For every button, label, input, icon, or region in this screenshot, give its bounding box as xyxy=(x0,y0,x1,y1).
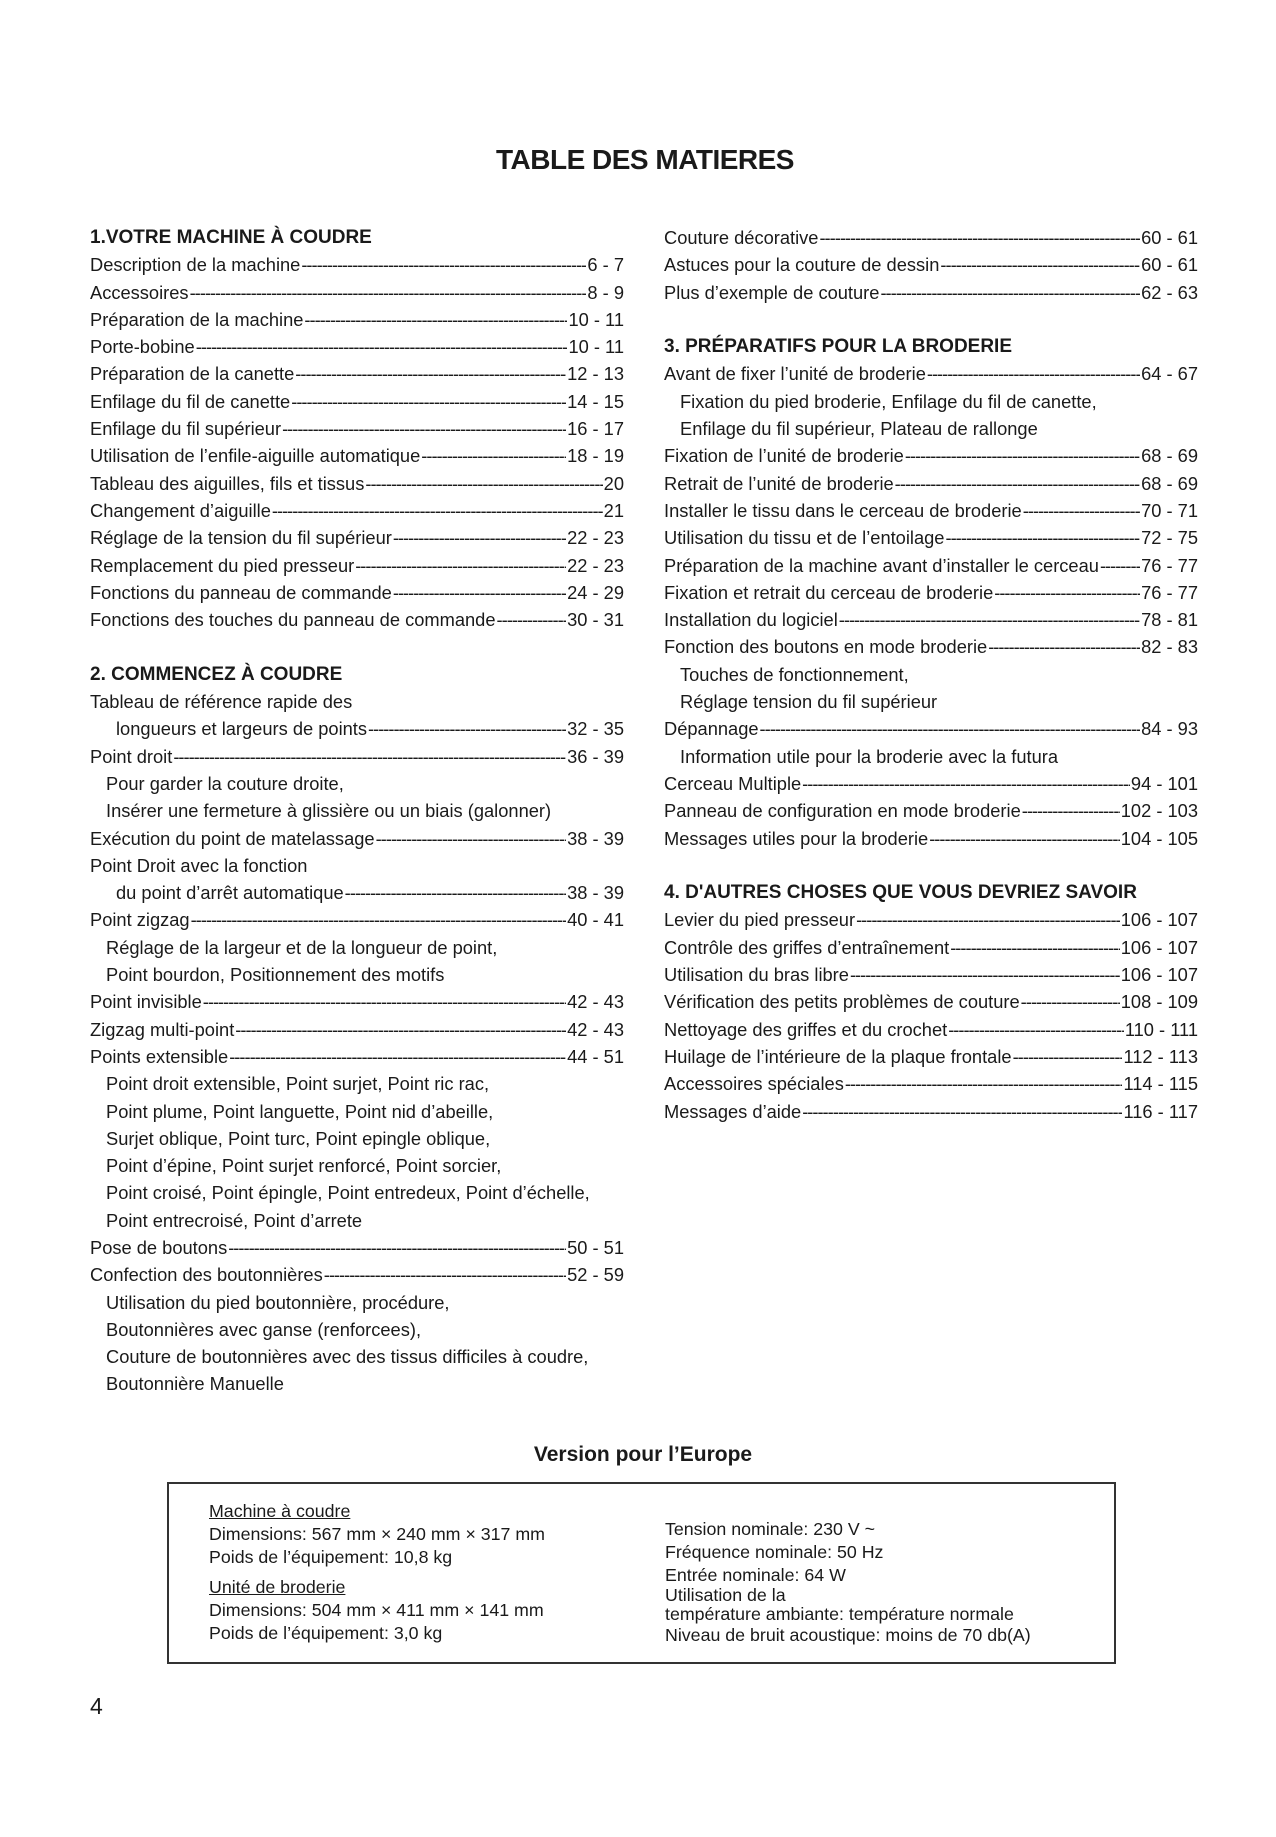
toc-entry-pages: 82 - 83 xyxy=(1141,636,1198,658)
dot-leader xyxy=(950,934,1120,961)
toc-entry xyxy=(90,1098,624,1125)
toc-entry-pages: 84 - 93 xyxy=(1141,718,1198,740)
toc-entry xyxy=(90,934,624,961)
toc-entry xyxy=(90,279,624,306)
toc-entry-label: Exécution du point de matelassage xyxy=(90,827,375,849)
toc-entry-pages: 72 - 75 xyxy=(1141,527,1198,549)
toc-entry-pages: 14 - 15 xyxy=(567,390,624,412)
toc-entry xyxy=(664,442,1198,469)
dot-leader xyxy=(365,470,602,497)
toc-entry xyxy=(664,470,1198,497)
toc-entry-pages: 6 - 7 xyxy=(587,254,624,276)
toc-entry xyxy=(90,906,624,933)
toc-entry-label: Cerceau Multiple xyxy=(664,772,802,794)
unit-heading: Unité de broderie xyxy=(209,1577,346,1598)
toc-entry xyxy=(664,988,1198,1015)
toc-entry xyxy=(664,1098,1198,1125)
dot-leader xyxy=(905,442,1140,469)
dot-leader xyxy=(368,715,566,742)
toc-entry-label: Changement d’aiguille xyxy=(90,499,271,521)
unit-dimensions: Dimensions: 504 mm × 411 mm × 141 mm xyxy=(209,1600,544,1621)
toc-entry-label: Réglage de la largeur et de la longueur de point, xyxy=(106,936,498,958)
toc-entry-label: Dépannage xyxy=(664,718,759,740)
toc-entry xyxy=(90,1043,624,1070)
toc-entry-label: Préparation de la machine avant d’installer le cerceau xyxy=(664,554,1099,576)
toc-entry-label: Astuces pour la couture de dessin xyxy=(664,254,940,276)
spec-right-column xyxy=(665,1518,1031,1647)
toc-entry-pages: 102 - 103 xyxy=(1120,800,1198,822)
toc-entry-label: Nettoyage des griffes et du crochet xyxy=(664,1018,948,1040)
toc-entry-label: Enfilage du fil supérieur, Plateau de rallonge xyxy=(680,418,1038,440)
toc-entry-pages: 94 - 101 xyxy=(1130,772,1198,794)
machine-weight: Poids de l’équipement: 10,8 kg xyxy=(209,1546,453,1567)
dot-leader xyxy=(895,470,1140,497)
spec-left-column xyxy=(209,1500,545,1645)
dot-leader xyxy=(355,552,566,579)
version-title: Version pour l’Europe xyxy=(533,1443,753,1466)
page-title: TABLE DES MATIERES xyxy=(496,144,794,175)
dot-leader xyxy=(819,224,1140,251)
section-heading-3: 3. PRÉPARATIFS POUR LA BRODERIE xyxy=(664,336,1013,358)
toc-entry xyxy=(90,770,624,797)
toc-entry-label: Fixation du pied broderie, Enfilage du fil de canette, xyxy=(680,390,1097,412)
toc-entry xyxy=(664,715,1198,742)
toc-entry-label: Fixation de l’unité de broderie xyxy=(664,445,904,467)
dot-leader xyxy=(191,906,566,933)
section-2-rows xyxy=(90,688,624,1398)
toc-entry xyxy=(90,442,624,469)
toc-right-column xyxy=(664,224,1198,1125)
toc-entry-label: Accessoires xyxy=(90,281,189,303)
toc-entry xyxy=(90,1261,624,1288)
dot-leader xyxy=(173,743,566,770)
toc-entry xyxy=(90,251,624,278)
toc-entry-pages: 44 - 51 xyxy=(567,1045,624,1067)
toc-entry-label: Tableau des aiguilles, fils et tissus xyxy=(90,472,365,494)
toc-entry-pages: 22 - 23 xyxy=(567,527,624,549)
toc-entry-label: longueurs et largeurs de points xyxy=(116,718,368,740)
dot-leader xyxy=(228,1234,566,1261)
toc-entry-label: Plus d’exemple de couture xyxy=(664,281,880,303)
dot-leader xyxy=(948,1016,1124,1043)
unit-weight: Poids de l’équipement: 3,0 kg xyxy=(209,1622,443,1643)
toc-entry-label: Point Droit avec la fonction xyxy=(90,854,308,876)
toc-entry-pages: 106 - 107 xyxy=(1120,936,1198,958)
toc-entry-label: Utilisation de l’enfile-aiguille automatique xyxy=(90,445,421,467)
toc-entry xyxy=(664,1043,1198,1070)
toc-entry-pages: 38 - 39 xyxy=(567,827,624,849)
toc-entry xyxy=(664,633,1198,660)
dot-leader xyxy=(945,524,1140,551)
toc-entry xyxy=(664,360,1198,387)
toc-entry-pages: 78 - 81 xyxy=(1141,609,1198,631)
toc-entry-label: Installation du logiciel xyxy=(664,609,838,631)
toc-entry-pages: 76 - 77 xyxy=(1141,581,1198,603)
toc-entry-label: Boutonnière Manuelle xyxy=(106,1373,284,1395)
toc-entry-label: Utilisation du bras libre xyxy=(664,964,849,986)
toc-entry xyxy=(90,1234,624,1261)
dot-leader xyxy=(196,333,568,360)
toc-entry-pages: 38 - 39 xyxy=(567,882,624,904)
dot-leader xyxy=(856,906,1120,933)
toc-entry xyxy=(90,715,624,742)
toc-entry xyxy=(90,552,624,579)
toc-entry-label: Préparation de la canette xyxy=(90,363,295,385)
specifications-box xyxy=(167,1482,1116,1664)
toc-entry-pages: 24 - 29 xyxy=(567,581,624,603)
toc-entry xyxy=(664,524,1198,551)
toc-entry xyxy=(664,906,1198,933)
toc-entry-label: Touches de fonctionnement, xyxy=(680,663,909,685)
toc-entry-pages: 21 xyxy=(603,499,624,521)
toc-entry-label: Fonctions des touches du panneau de commande xyxy=(90,609,496,631)
dot-leader xyxy=(376,825,567,852)
toc-entry-pages: 8 - 9 xyxy=(587,281,624,303)
toc-entry-pages: 116 - 117 xyxy=(1123,1100,1198,1122)
toc-entry xyxy=(664,797,1198,824)
dot-leader xyxy=(988,633,1140,660)
toc-entry-label: Préparation de la machine xyxy=(90,308,304,330)
voltage: Tension nominale: 230 V ~ xyxy=(665,1519,876,1539)
toc-entry-pages: 36 - 39 xyxy=(567,745,624,767)
toc-entry-label: Levier du pied presseur xyxy=(664,909,856,931)
toc-entry xyxy=(90,1207,624,1234)
dot-leader xyxy=(291,388,566,415)
dot-leader xyxy=(929,825,1120,852)
toc-entry-label: Zigzag multi-point xyxy=(90,1018,235,1040)
toc-entry xyxy=(90,852,624,879)
toc-entry xyxy=(664,770,1198,797)
toc-entry-pages: 64 - 67 xyxy=(1141,363,1198,385)
toc-entry xyxy=(90,497,624,524)
dot-leader xyxy=(421,442,566,469)
toc-entry-label: Installer le tissu dans le cerceau de broderie xyxy=(664,499,1022,521)
toc-entry-label: Point droit xyxy=(90,745,173,767)
toc-entry xyxy=(90,1343,624,1370)
toc-entry xyxy=(90,1125,624,1152)
toc-entry-pages: 112 - 113 xyxy=(1123,1045,1198,1067)
page-number: 4 xyxy=(90,1693,103,1719)
machine-dimensions: Dimensions: 567 mm × 240 mm × 317 mm xyxy=(209,1523,545,1544)
input-power: Entrée nominale: 64 W xyxy=(665,1564,846,1585)
toc-entry xyxy=(90,797,624,824)
toc-entry xyxy=(90,1016,624,1043)
toc-entry-label: Fonctions du panneau de commande xyxy=(90,581,392,603)
toc-entry xyxy=(90,825,624,852)
toc-entry-pages: 10 - 11 xyxy=(568,336,624,358)
section-3-rows xyxy=(664,360,1198,851)
dot-leader xyxy=(802,770,1130,797)
toc-entry-label: Surjet oblique, Point turc, Point epingle oblique, xyxy=(106,1127,491,1149)
toc-entry-label: Insérer une fermeture à glissière ou un biais (galonner) xyxy=(106,800,552,822)
toc-entry-label: Point invisible xyxy=(90,991,202,1013)
dot-leader xyxy=(272,497,603,524)
toc-entry xyxy=(90,1179,624,1206)
frequency: Fréquence nominale: 50 Hz xyxy=(665,1541,884,1562)
toc-entry-pages: 10 - 11 xyxy=(568,308,624,330)
toc-entry-pages: 50 - 51 xyxy=(567,1236,624,1258)
toc-entry-label: Porte-bobine xyxy=(90,336,195,358)
toc-entry-label: Point croisé, Point épingle, Point entredeux, Point d’échelle, xyxy=(106,1182,590,1204)
toc-entry-pages: 104 - 105 xyxy=(1120,827,1198,849)
toc-entry-pages: 110 - 111 xyxy=(1124,1018,1198,1040)
toc-entry-pages: 106 - 107 xyxy=(1120,964,1198,986)
toc-entry-label: Point bourdon, Positionnement des motifs xyxy=(106,964,445,986)
dot-leader xyxy=(927,360,1140,387)
toc-entry-label: Fonction des boutons en mode broderie xyxy=(664,636,988,658)
toc-entry xyxy=(90,606,624,633)
toc-entry-pages: 114 - 115 xyxy=(1123,1073,1198,1095)
toc-entry xyxy=(664,934,1198,961)
toc-entry-label: Enfilage du fil supérieur xyxy=(90,418,282,440)
toc-entry xyxy=(90,470,624,497)
toc-entry xyxy=(90,360,624,387)
toc-entry-pages: 68 - 69 xyxy=(1141,472,1198,494)
toc-entry-label: Information utile pour la broderie avec la futura xyxy=(680,745,1059,767)
toc-entry xyxy=(664,661,1198,688)
toc-entry-label: Point d’épine, Point surjet renforcé, Point sorcier, xyxy=(106,1155,502,1177)
toc-entry-label: Points extensible xyxy=(90,1045,229,1067)
toc-entry-label: Panneau de configuration en mode broderie xyxy=(664,800,1021,822)
toc-entry xyxy=(664,606,1198,633)
dot-leader xyxy=(497,606,567,633)
toc-entry-pages: 40 - 41 xyxy=(567,909,624,931)
toc-entry-label: Fixation et retrait du cerceau de broderie xyxy=(664,581,994,603)
toc-entry-label: Réglage de la tension du fil supérieur xyxy=(90,527,392,549)
dot-leader xyxy=(1100,552,1140,579)
toc-entry xyxy=(664,961,1198,988)
toc-entry-label: Remplacement du pied presseur xyxy=(90,554,355,576)
toc-entry-label: Point droit extensible, Point surjet, Point ric rac, xyxy=(106,1073,490,1095)
temperature-line-2: température ambiante: température normale xyxy=(665,1604,1014,1625)
toc-entry-label: Messages utiles pour la broderie xyxy=(664,827,929,849)
toc-entry-pages: 20 xyxy=(603,472,624,494)
dot-leader xyxy=(994,579,1140,606)
dot-leader xyxy=(845,1070,1123,1097)
toc-entry-label: Point zigzag xyxy=(90,909,190,931)
toc-entry-pages: 22 - 23 xyxy=(567,554,624,576)
toc-entry-label: Avant de fixer l’unité de broderie xyxy=(664,363,926,385)
dot-leader xyxy=(304,306,567,333)
toc-entry-label: Retrait de l’unité de broderie xyxy=(664,472,894,494)
toc-entry-label: Pour garder la couture droite, xyxy=(106,772,344,794)
toc-entry-label: Accessoires spéciales xyxy=(664,1073,844,1095)
toc-entry-label: Confection des boutonnières xyxy=(90,1264,323,1286)
toc-entry-label: Réglage tension du fil supérieur xyxy=(680,691,938,713)
dot-leader xyxy=(880,279,1140,306)
toc-entry-label: Utilisation du tissu et de l’entoilage xyxy=(664,527,945,549)
toc-entry-pages: 68 - 69 xyxy=(1141,445,1198,467)
toc-entry xyxy=(664,1016,1198,1043)
dot-leader xyxy=(229,1043,566,1070)
section-heading-2: 2. COMMENCEZ À COUDRE xyxy=(90,663,343,685)
dot-leader xyxy=(1013,1043,1123,1070)
toc-entry xyxy=(664,552,1198,579)
toc-entry-label: Pose de boutons xyxy=(90,1236,228,1258)
toc-entry xyxy=(90,579,624,606)
toc-entry xyxy=(664,251,1198,278)
toc-entry xyxy=(90,333,624,360)
dot-leader xyxy=(203,988,566,1015)
dot-leader xyxy=(850,961,1120,988)
toc-entry-label: Contrôle des griffes d’entraînement xyxy=(664,936,950,958)
toc-entry xyxy=(90,1370,624,1397)
temperature-line-1: Utilisation de la xyxy=(665,1585,786,1606)
noise-level: Niveau de bruit acoustique: moins de 70 db(A) xyxy=(665,1625,1031,1646)
dot-leader xyxy=(301,251,586,278)
toc-entry-pages: 30 - 31 xyxy=(567,609,624,631)
section-heading-1: 1.VOTRE MACHINE À COUDRE xyxy=(90,227,372,248)
toc-left-column xyxy=(90,224,624,1398)
toc-entry xyxy=(90,743,624,770)
toc-entry xyxy=(90,306,624,333)
toc-entry-label: Point plume, Point languette, Point nid d’abeille, xyxy=(106,1100,494,1122)
toc-entry xyxy=(90,1316,624,1343)
toc-entry-pages: 12 - 13 xyxy=(567,363,624,385)
toc-entry xyxy=(90,961,624,988)
dot-leader xyxy=(1021,988,1120,1015)
toc-entry xyxy=(90,524,624,551)
toc-entry xyxy=(90,388,624,415)
toc-entry-label: du point d’arrêt automatique xyxy=(116,882,344,904)
dot-leader xyxy=(1022,797,1120,824)
toc-entry-pages: 42 - 43 xyxy=(567,991,624,1013)
toc-entry-label: Description de la machine xyxy=(90,254,301,276)
section-4-rows xyxy=(664,906,1198,1124)
toc-entry xyxy=(90,1152,624,1179)
dot-leader xyxy=(1023,497,1140,524)
toc-entry-label: Huilage de l’intérieure de la plaque frontale xyxy=(664,1045,1012,1067)
dot-leader xyxy=(760,715,1141,742)
toc-entry-pages: 62 - 63 xyxy=(1141,281,1198,303)
toc-entry-pages: 70 - 71 xyxy=(1141,499,1198,521)
toc-entry-label: Couture décorative xyxy=(664,227,819,248)
toc-entry-pages: 32 - 35 xyxy=(567,718,624,740)
section-1-rows xyxy=(90,251,624,633)
toc-entry xyxy=(90,415,624,442)
toc-entry-label: Enfilage du fil de canette xyxy=(90,390,291,412)
toc-entry-pages: 60 - 61 xyxy=(1141,254,1198,276)
toc-entry-label: Messages d’aide xyxy=(664,1100,802,1122)
dot-leader xyxy=(324,1261,566,1288)
toc-entry xyxy=(90,988,624,1015)
dot-leader xyxy=(802,1098,1122,1125)
toc-entry-label: Vérification des petits problèmes de couture xyxy=(664,991,1020,1013)
dot-leader xyxy=(190,279,587,306)
toc-entry xyxy=(664,415,1198,442)
dot-leader xyxy=(839,606,1140,633)
toc-entry-pages: 108 - 109 xyxy=(1120,991,1198,1013)
section-2-continued-rows xyxy=(664,224,1198,306)
toc-entry xyxy=(90,688,624,715)
toc-entry xyxy=(664,743,1198,770)
toc-entry xyxy=(664,1070,1198,1097)
toc-entry-label: Tableau de référence rapide des xyxy=(90,691,353,713)
toc-entry xyxy=(90,1289,624,1316)
toc-entry xyxy=(90,879,624,906)
dot-leader xyxy=(282,415,566,442)
toc-entry-pages: 16 - 17 xyxy=(567,418,624,440)
toc-entry-label: Point entrecroisé, Point d’arrete xyxy=(106,1209,363,1231)
toc-entry xyxy=(664,388,1198,415)
toc-entry xyxy=(664,224,1198,251)
dot-leader xyxy=(295,360,566,387)
toc-entry xyxy=(664,825,1198,852)
section-heading-4: 4. D'AUTRES CHOSES QUE VOUS DEVRIEZ SAVOIR xyxy=(664,882,1137,904)
toc-entry xyxy=(664,688,1198,715)
toc-entry xyxy=(664,497,1198,524)
toc-entry xyxy=(664,279,1198,306)
dot-leader xyxy=(940,251,1140,278)
dot-leader xyxy=(235,1016,566,1043)
toc-entry-pages: 106 - 107 xyxy=(1120,909,1198,931)
toc-entry-pages: 60 - 61 xyxy=(1141,227,1198,248)
toc-entry xyxy=(664,579,1198,606)
dot-leader xyxy=(345,879,566,906)
toc-entry-pages: 76 - 77 xyxy=(1141,554,1198,576)
toc-entry-label: Utilisation du pied boutonnière, procédure, xyxy=(106,1291,450,1313)
machine-heading: Machine à coudre xyxy=(209,1501,351,1521)
toc-entry xyxy=(90,1070,624,1097)
toc-entry-label: Couture de boutonnières avec des tissus difficiles à coudre, xyxy=(106,1346,589,1368)
dot-leader xyxy=(393,579,566,606)
toc-entry-label: Boutonnières avec ganse (renforcees), xyxy=(106,1318,422,1340)
toc-entry-pages: 18 - 19 xyxy=(567,445,624,467)
toc-entry-pages: 52 - 59 xyxy=(567,1264,624,1286)
dot-leader xyxy=(393,524,566,551)
toc-entry-pages: 42 - 43 xyxy=(567,1018,624,1040)
